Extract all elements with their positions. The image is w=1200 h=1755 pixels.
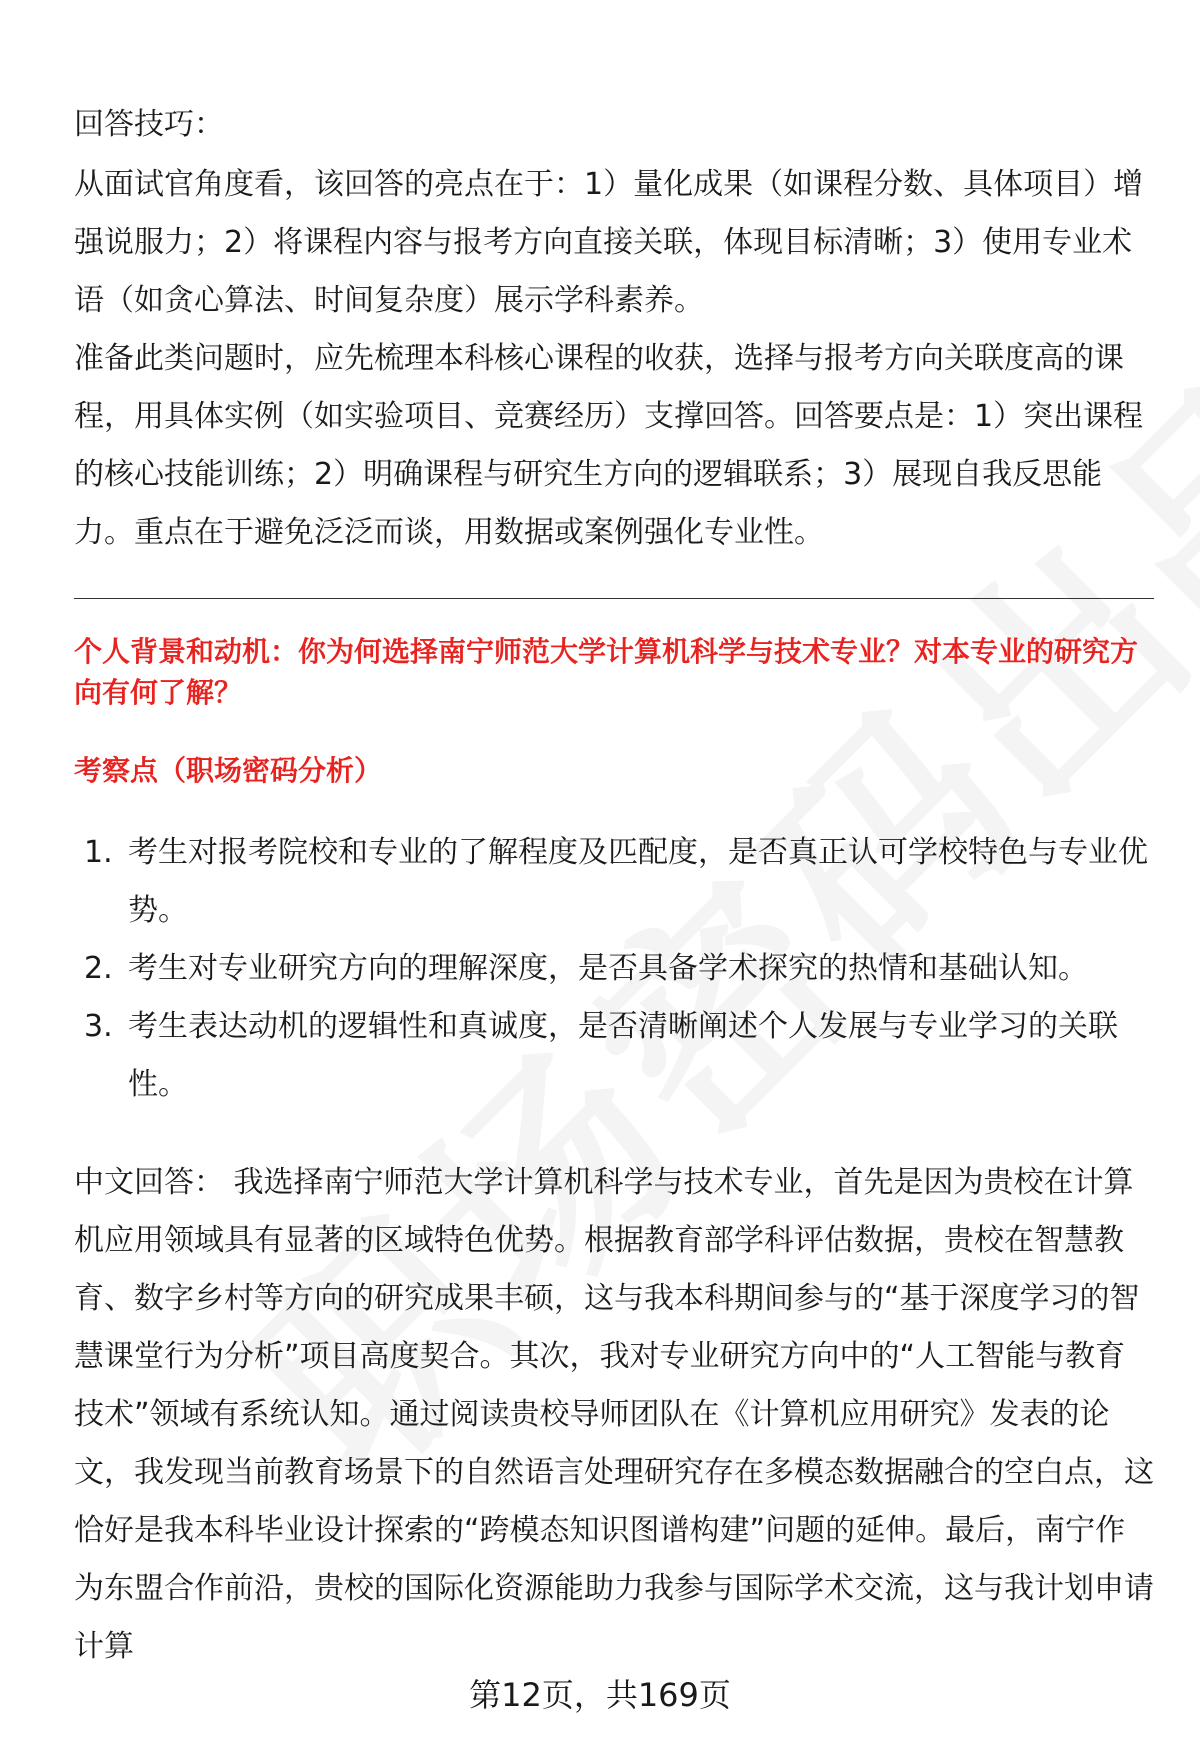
analysis-subheading: 考察点（职场密码分析） <box>74 754 383 787</box>
chinese-answer: 中文回答： 我选择南宁师范大学计算机科学与技术专业，首先是因为贵校在计算机应用领域具有显著的区域特色优势。根据教育部学科评估数据，贵校在智慧教育、数字乡村等方向的研究成果丰硕，这与我本科期间参与的“基于深度学习的智慧课堂行为分析”项目高度契合。其次，我对专业研究方向中的“人工智能与教育技术”领域有系统认知。通过阅读贵校导师团队在《计算机应用研究》发表的论文，我发现当前教育场景下的自然语言处理研究存在多模态数据融合的空白点，这恰好是我本科毕业设计探索的“跨模态知识图谱构建”问题的延伸。最后，南宁作为东盟合作前沿，贵校的国际化资源能助力我参与国际学术交流，这与我计划申请计算 <box>74 1165 1154 1664</box>
list-item <box>74 824 1154 940</box>
page-footer: 第12页，共169页 <box>469 1676 731 1714</box>
question-heading: 个人背景和动机：你为何选择南宁师范大学计算机科学与技术专业？对本专业的研究方向有何了解？ <box>74 635 1139 709</box>
list-number: 2. <box>84 951 113 986</box>
document-body <box>74 96 1154 1676</box>
list-number: 3. <box>84 1009 113 1044</box>
list-item <box>74 940 1154 998</box>
list-text: 考生对报考院校和专业的了解程度及匹配度，是否真正认可学校特色与专业优势。 <box>128 835 1148 928</box>
analysis-points-list <box>74 824 1154 1114</box>
tips-paragraph-1: 从面试官角度看，该回答的亮点在于：1）量化成果（如课程分数、具体项目）增强说服力；2）将课程内容与报考方向直接关联，体现目标清晰；3）使用专业术语（如贪心算法、时间复杂度）展示学科素养。 <box>74 167 1144 318</box>
list-item <box>74 998 1154 1114</box>
tips-paragraph-2: 准备此类问题时，应先梳理本科核心课程的收获，选择与报考方向关联度高的课程，用具体实例（如实验项目、竞赛经历）支撑回答。回答要点是：1）突出课程的核心技能训练；2）明确课程与研究生方向的逻辑联系；3）展现自我反思能力。重点在于避免泛泛而谈，用数据或案例强化专业性。 <box>74 341 1144 550</box>
list-text: 考生对专业研究方向的理解深度，是否具备学术探究的热情和基础认知。 <box>128 951 1088 986</box>
list-text: 考生表达动机的逻辑性和真诚度，是否清晰阐述个人发展与专业学习的关联性。 <box>128 1009 1118 1102</box>
tips-label: 回答技巧： <box>74 107 224 142</box>
section-divider <box>74 598 1154 599</box>
list-number: 1. <box>84 835 113 870</box>
